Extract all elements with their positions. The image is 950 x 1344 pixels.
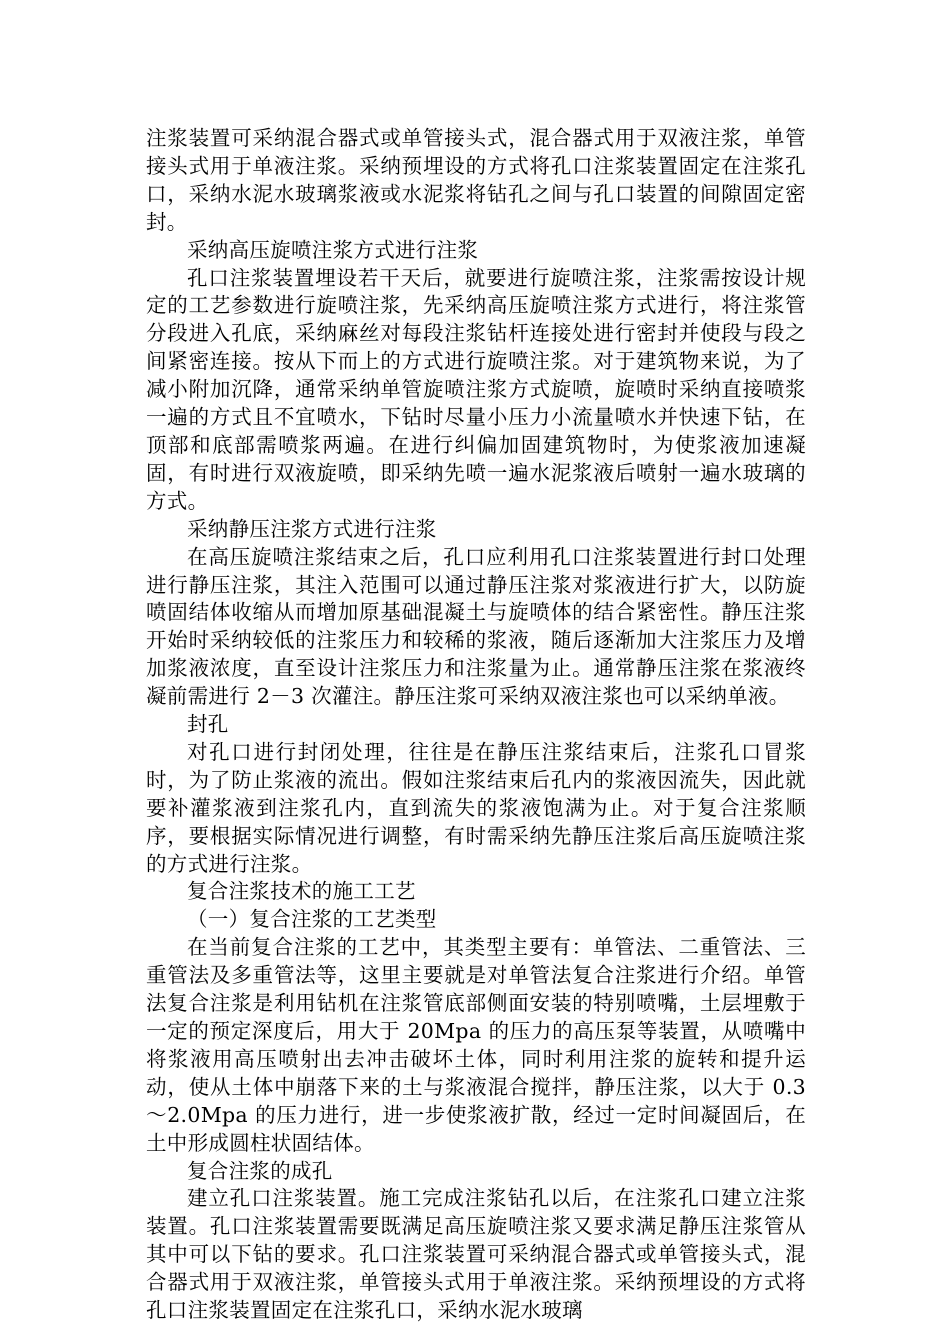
paragraph-4: 对孔口进行封闭处理，往往是在静压注浆结束后，注浆孔口冒浆时，为了防止浆液的流出。假如注浆结束后孔内的浆液因流失，因此就要补灌浆液到注浆孔内，直到流失的浆液饱满为止。对于复合注浆顺序，要根据实际情况进行调整，有时需采纳先静压注浆后高压旋喷注浆的方式进行注浆。 [146,739,806,876]
section-heading-hole-forming: 复合注浆的成孔 [187,1158,333,1183]
document-body [146,125,806,1325]
section-heading-high-pressure-jet: 采纳高压旋喷注浆方式进行注浆 [187,237,479,262]
paragraph-6: 建立孔口注浆装置。施工完成注浆钻孔以后，在注浆孔口建立注浆装置。孔口注浆装置需要既满足高压旋喷注浆又要求满足静压注浆管从其中可以下钻的要求。孔口注浆装置可采纳混合器式或单管接头式，混合器式用于双液注浆，单管接头式用于单液注浆。采纳预埋设的方式将孔口注浆装置固定在注浆孔口，采纳水泥水玻璃 [146,1186,806,1323]
paragraph-3: 在高压旋喷注浆结束之后，孔口应利用孔口注浆装置进行封口处理进行静压注浆，其注入范围可以通过静压注浆对浆液进行扩大，以防旋喷固结体收缩从而增加原基础混凝土与旋喷体的结合紧密性。静压注浆开始时采纳较低的注浆压力和较稀的浆液，随后逐渐加大注浆压力及增加浆液浓度，直至设计注浆压力和注浆量为止。通常静压注浆在浆液终凝前需进行 2－3 次灌注。静压注浆可采纳双液注浆也可以采纳单液。 [146,544,806,709]
section-heading-sealing: 封孔 [187,712,229,737]
section-heading-static-pressure: 采纳静压注浆方式进行注浆 [187,516,437,541]
subsection-heading-process-types: （一）复合注浆的工艺类型 [187,907,437,932]
section-heading-construction-process: 复合注浆技术的施工工艺 [187,879,416,904]
paragraph-5: 在当前复合注浆的工艺中，其类型主要有：单管法、二重管法、三重管法及多重管法等，这里主要就是对单管法复合注浆进行介绍。单管法复合注浆是利用钻机在注浆管底部侧面安装的特别喷嘴，土层埋敷于一定的预定深度后，用大于 20Mpa 的压力的高压泵等装置，从喷嘴中将浆液用高压喷射出去冲击破坏土体，同时利用注浆的旋转和提升运动，使从土体中崩落下来的土与浆液混合搅拌，静压注浆，以大于 0.3～2.0Mpa 的压力进行，进一步使浆液扩散，经过一定时间凝固后，在土中形成圆柱状固结体。 [146,935,806,1155]
paragraph-1: 注浆装置可采纳混合器式或单管接头式，混合器式用于双液注浆，单管接头式用于单液注浆。采纳预埋设的方式将孔口注浆装置固定在注浆孔口，采纳水泥水玻璃浆液或水泥浆将钻孔之间与孔口装置的间隙固定密封。 [146,126,806,234]
paragraph-2: 孔口注浆装置埋设若干天后，就要进行旋喷注浆，注浆需按设计规定的工艺参数进行旋喷注浆，先采纳高压旋喷注浆方式进行，将注浆管分段进入孔底，采纳麻丝对每段注浆钻杆连接处进行密封并使段与段之间紧密连接。按从下而上的方式进行旋喷注浆。对于建筑物来说，为了减小附加沉降，通常采纳单管旋喷注浆方式旋喷，旋喷时采纳直接喷浆一遍的方式且不宜喷水，下钻时尽量小压力小流量喷水并快速下钻，在顶部和底部需喷浆两遍。在进行纠偏加固建筑物时，为使浆液加速凝固，有时进行双液旋喷，即采纳先喷一遍水泥浆液后喷射一遍水玻璃的方式。 [146,265,806,513]
